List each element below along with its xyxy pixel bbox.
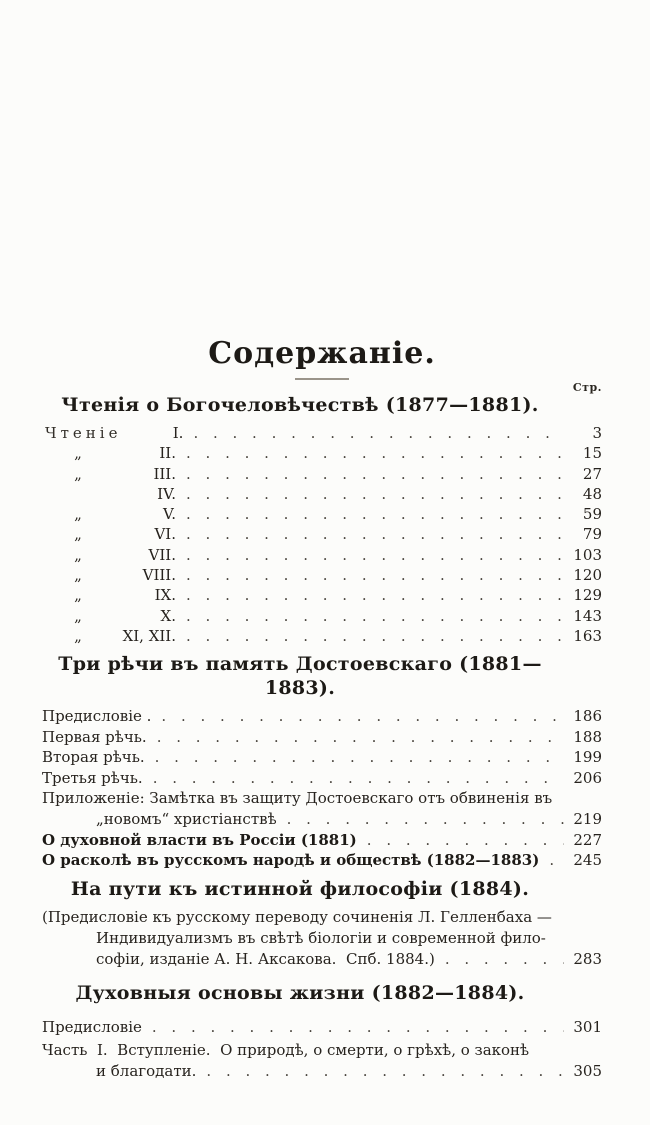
page-number: 27 bbox=[582, 464, 602, 483]
toc-row bbox=[42, 727, 602, 748]
toc-row-numeral: XI, XII. bbox=[122, 626, 176, 645]
toc-row-label: Чтеніе bbox=[45, 424, 122, 442]
page-number: 301 bbox=[573, 1018, 602, 1037]
toc-row-numeral: VII. bbox=[148, 545, 176, 564]
section-heading-na-puti: На пути къ истинной философіи (1884). bbox=[70, 877, 530, 900]
section-heading-tri-rechi: Три рѣчи въ память Достоевскаго (1881—1883). bbox=[58, 653, 542, 700]
dot-leader bbox=[186, 484, 564, 504]
dot-leader bbox=[186, 585, 564, 605]
dot-leader bbox=[155, 747, 564, 768]
page-number: 206 bbox=[573, 768, 602, 787]
toc-row bbox=[42, 809, 602, 830]
page-number: 219 bbox=[573, 810, 602, 829]
ditto-mark: „ bbox=[74, 464, 82, 483]
page-number: 48 bbox=[582, 484, 602, 503]
note-line: софіи, изданіе А. Н. Аксакова. Спб. 1884.) bbox=[96, 949, 435, 968]
toc-row-numeral: X. bbox=[160, 606, 176, 625]
toc-entry-text: Приложеніе: Замѣтка въ защиту Достоевскаго отъ обвиненія въ bbox=[42, 789, 553, 808]
ditto-mark: „ bbox=[74, 525, 82, 544]
dot-leader bbox=[186, 565, 564, 585]
ditto-mark: „ bbox=[74, 626, 82, 645]
toc-row bbox=[42, 585, 602, 605]
page-number: 15 bbox=[582, 444, 602, 463]
toc-row bbox=[42, 606, 602, 626]
toc-entry-text: Предисловіе bbox=[42, 1018, 142, 1037]
toc-row bbox=[42, 443, 602, 463]
toc-row bbox=[42, 484, 602, 504]
page-number: 3 bbox=[592, 424, 602, 442]
page-number: 283 bbox=[573, 949, 602, 968]
dot-leader bbox=[186, 545, 564, 565]
toc-row bbox=[42, 706, 602, 727]
toc-row-numeral: VIII. bbox=[142, 566, 176, 585]
page-number: 163 bbox=[573, 626, 602, 645]
page-number: 305 bbox=[573, 1061, 602, 1080]
toc-row bbox=[42, 1017, 602, 1038]
toc-row-numeral: III. bbox=[153, 464, 176, 483]
dot-leader bbox=[287, 809, 564, 830]
dot-leader bbox=[206, 1061, 564, 1082]
ditto-mark: „ bbox=[74, 566, 82, 585]
dot-leader bbox=[445, 949, 564, 970]
toc-row bbox=[42, 504, 602, 524]
toc-entry-two-line bbox=[42, 788, 602, 830]
dot-leader bbox=[153, 768, 564, 789]
dot-leader bbox=[186, 443, 564, 463]
toc-entry-text: Предисловіе . bbox=[42, 707, 152, 726]
toc-entry-two-line bbox=[42, 1040, 602, 1082]
dot-leader bbox=[367, 830, 564, 851]
dot-leader bbox=[157, 727, 564, 748]
toc-row bbox=[42, 464, 602, 484]
toc-row-numeral: V. bbox=[163, 505, 176, 524]
toc-entry-text: и благодати. bbox=[96, 1061, 197, 1080]
page-number: 245 bbox=[573, 851, 602, 870]
toc-list-tri-rechi bbox=[42, 706, 602, 871]
toc-list-dukhovnyya bbox=[42, 1017, 602, 1081]
toc-entry-text: Часть I. Вступленіе. О природѣ, о смерти, о грѣхѣ, о законѣ bbox=[42, 1040, 530, 1059]
note-line: Индивидуализмъ въ свѣтѣ біологіи и современной фило- bbox=[96, 928, 546, 947]
page-number: 59 bbox=[582, 505, 602, 524]
ditto-mark: „ bbox=[74, 505, 82, 524]
toc-row bbox=[42, 949, 602, 970]
page-number: 143 bbox=[573, 606, 602, 625]
ditto-mark: „ bbox=[74, 606, 82, 625]
page-title: Содержаніе. bbox=[208, 336, 436, 371]
dot-leader bbox=[549, 850, 564, 871]
page-number: 227 bbox=[573, 830, 602, 849]
page-number: 186 bbox=[573, 707, 602, 726]
toc-row-numeral: I. bbox=[172, 424, 184, 442]
dot-leader bbox=[186, 464, 564, 484]
dot-leader bbox=[193, 423, 564, 443]
toc-entry-text: Вторая рѣчь. bbox=[42, 748, 145, 767]
toc-row bbox=[42, 545, 602, 565]
toc-row bbox=[42, 626, 602, 646]
page-number: 129 bbox=[573, 586, 602, 605]
page-number: 188 bbox=[573, 727, 602, 746]
dot-leader bbox=[186, 626, 564, 646]
toc-entry-text: О духовной власти въ Россіи (1881) bbox=[42, 830, 357, 849]
toc-row bbox=[42, 1061, 602, 1082]
page-column-header: Стр. bbox=[572, 381, 602, 394]
page-number: 103 bbox=[573, 545, 602, 564]
toc-row bbox=[42, 850, 602, 871]
toc-row bbox=[42, 565, 602, 585]
dot-leader bbox=[186, 606, 564, 626]
toc-row bbox=[42, 524, 602, 544]
dot-leader bbox=[186, 504, 564, 524]
page-number: 199 bbox=[573, 748, 602, 767]
note-line: (Предисловіе къ русскому переводу сочиненія Л. Гелленбаха — bbox=[42, 907, 552, 926]
toc-row-numeral: IV. bbox=[157, 484, 176, 503]
page-number: 79 bbox=[582, 525, 602, 544]
section-heading-dukhovnyya: Духовныя основы жизни (1882—1884). bbox=[75, 982, 525, 1005]
toc-row bbox=[42, 423, 602, 443]
ditto-mark: „ bbox=[74, 444, 82, 463]
ditto-mark: „ bbox=[74, 586, 82, 605]
toc-row-numeral: II. bbox=[159, 444, 176, 463]
dot-leader bbox=[152, 1017, 564, 1038]
toc-entry-text: „новомъ“ христіанствѣ bbox=[96, 810, 277, 829]
page-number: 120 bbox=[573, 566, 602, 585]
toc-entry-text: Первая рѣчь. bbox=[42, 727, 147, 746]
toc-row bbox=[42, 768, 602, 789]
toc-entry-text: О расколѣ въ русскомъ народѣ и обществѣ (1882—1883) bbox=[42, 851, 540, 870]
section-heading-chteniya: Чтенія о Богочеловѣчествѣ (1877—1881). bbox=[61, 394, 539, 416]
table-of-contents bbox=[42, 336, 602, 1081]
toc-list-chteniya bbox=[42, 423, 602, 646]
title-divider bbox=[295, 378, 349, 380]
toc-row bbox=[42, 830, 602, 851]
toc-row-numeral: VI. bbox=[154, 525, 176, 544]
ditto-mark: „ bbox=[74, 545, 82, 564]
toc-row bbox=[42, 747, 602, 768]
dot-leader bbox=[161, 706, 564, 727]
toc-note-na-puti bbox=[42, 907, 602, 970]
toc-entry-text: Третья рѣчь. bbox=[42, 768, 143, 787]
dot-leader bbox=[186, 524, 564, 544]
toc-row-numeral: IX. bbox=[154, 586, 176, 605]
